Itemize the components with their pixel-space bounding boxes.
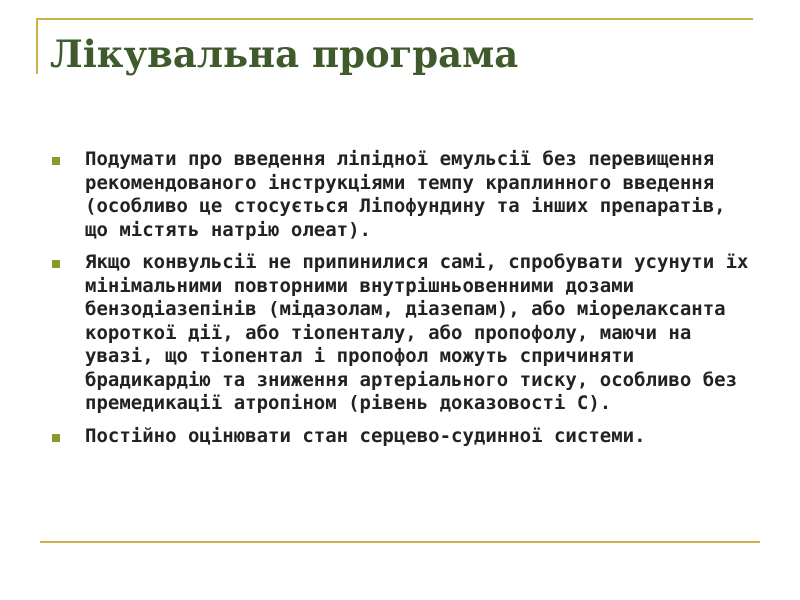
square-bullet-icon [52, 260, 60, 268]
square-bullet-icon [52, 157, 60, 165]
bottom-rule [40, 541, 760, 543]
bullet-item [50, 425, 750, 449]
bullet-text: Якщо конвульсії не припинилися самі, спробувати усунути їх мінімальними повторними внутрішньовенними дозами бензодіазепінів (мідазолам, діазепам), або міорелаксанта короткої дії, або тіопенталу, або пропофолу, маючи на увазі, що тіопентал і пропофол можуть спричиняти брадикардію та зниження артеріального тиску, особливо без премедикації атропіном (рівень доказовості С). [85, 251, 749, 414]
bullet-item [50, 251, 750, 416]
square-bullet-icon [52, 434, 60, 442]
bullet-text: Постійно оцінювати стан серцево-судинної системи. [85, 424, 646, 447]
left-rule [36, 18, 38, 74]
bullet-text: Подумати про введення ліпідної емульсії без перевищення рекомендованого інструкціями темпу краплинного введення (особливо це стосується Ліпофундину та інших препаратів, що містять натрію олеат). [85, 148, 726, 241]
slide-title: Лікувальна програма [50, 32, 519, 76]
top-rule [36, 18, 753, 20]
bullet-list [50, 148, 750, 457]
bullet-item [50, 148, 750, 242]
